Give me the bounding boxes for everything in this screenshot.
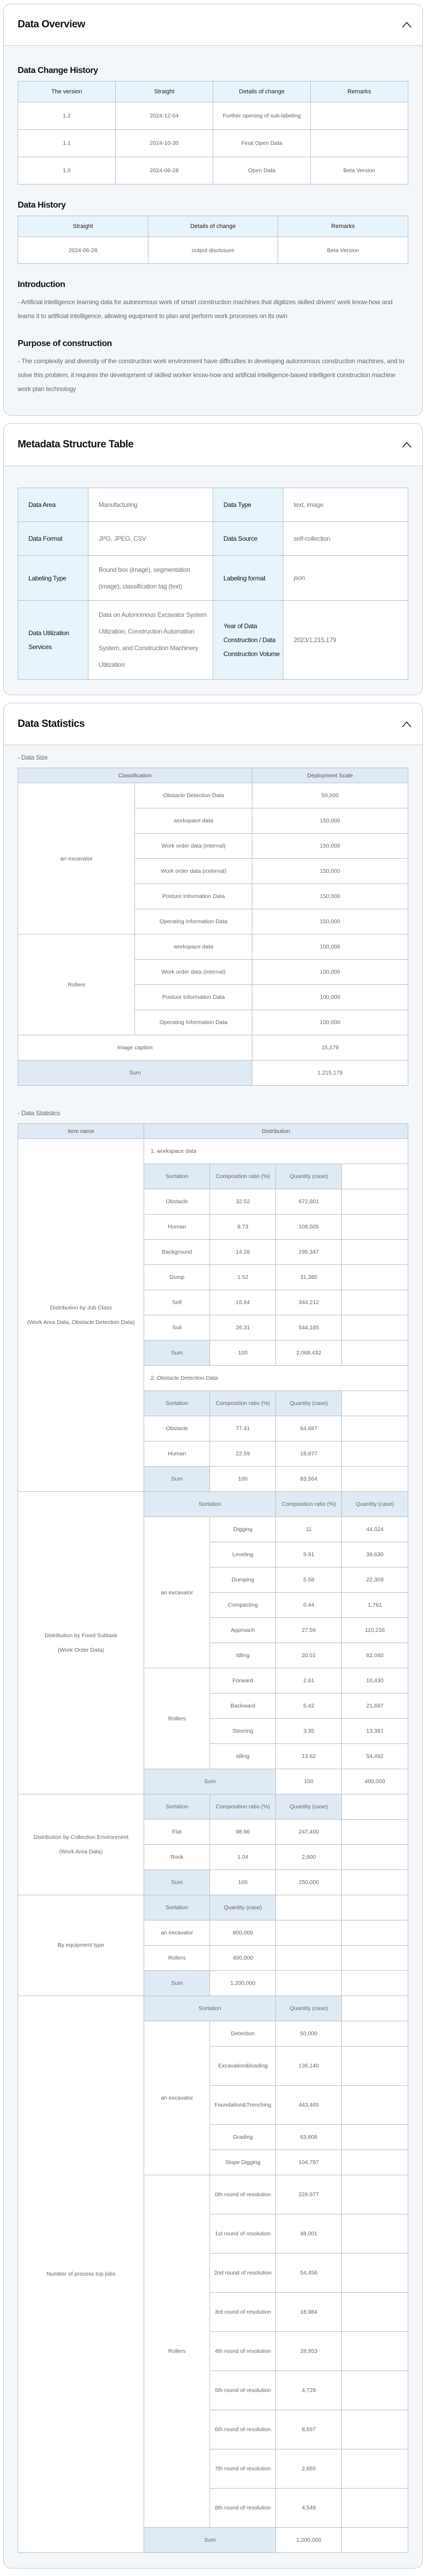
cell: 8,697	[276, 2410, 342, 2449]
cell: output disclosure	[148, 237, 278, 264]
cell	[342, 1794, 408, 1820]
group-label: Rollers	[144, 1668, 210, 1769]
table-row	[18, 934, 408, 960]
section-heading: Purpose of construction	[18, 339, 112, 348]
cell: 544,185	[276, 1315, 342, 1341]
cell: 54,456	[276, 2254, 342, 2293]
field-value: Manufacturing	[88, 488, 213, 522]
field-label: Data Type	[213, 488, 283, 522]
cell	[342, 2449, 408, 2489]
cell	[342, 2047, 408, 2086]
cell	[342, 1240, 408, 1265]
panel-title: Metadata Structure Table	[18, 439, 133, 450]
cell: 5.42	[276, 1694, 342, 1719]
cell: Work order data (external)	[135, 859, 252, 884]
panel-title: Data Overview	[18, 19, 85, 30]
cell	[342, 2489, 408, 2528]
cell: 1.2	[18, 102, 116, 130]
cell: Posture Information Data	[135, 884, 252, 909]
cell: Obstacle	[144, 1189, 210, 1215]
column-header: Distribution	[144, 1124, 408, 1139]
data-overview-header[interactable]	[4, 4, 422, 46]
sum-value: 100	[276, 1769, 342, 1794]
field-label: Labeling Type	[18, 556, 88, 601]
cell	[342, 1971, 408, 1996]
cell	[342, 2410, 408, 2449]
cell	[342, 2086, 408, 2125]
cell: Excavation&loading	[210, 2047, 276, 2086]
cell: Dump	[144, 1265, 210, 1290]
cell	[342, 2293, 408, 2332]
cell: workspace data	[135, 934, 252, 960]
table-row	[18, 783, 408, 808]
cell: 108,505	[276, 1215, 342, 1240]
cell: 2024-12-04	[116, 102, 213, 130]
cell: 1st round of resolution	[210, 2214, 276, 2254]
group-label: Rollers	[144, 2175, 210, 2528]
cell: Obstacle Detection Data	[135, 783, 252, 808]
cell: 20.51	[276, 1643, 342, 1668]
field-label: Data Utilization Services	[18, 601, 88, 680]
sub-header: Composition ratio (%)	[276, 1492, 342, 1517]
cell: 150,000	[252, 909, 408, 934]
table-row	[18, 556, 408, 601]
cell: Rollers	[144, 1946, 210, 1971]
cell	[342, 1870, 408, 1895]
subsection-title: 2. Obstacle Detection Data	[144, 1366, 408, 1391]
cell: 50,000	[252, 783, 408, 808]
cell	[342, 2371, 408, 2410]
field-value: 2023/1,215,179	[283, 601, 408, 680]
sum-value: 100	[210, 1467, 276, 1492]
cell: 14.28	[210, 1240, 276, 1265]
cell: 13,381	[342, 1719, 408, 1744]
column-header: The version	[18, 82, 116, 102]
cell	[342, 1416, 408, 1441]
sub-header: Sortation	[144, 1164, 210, 1189]
group-label: an excavator	[144, 2021, 210, 2175]
cell	[342, 1895, 408, 1920]
item-name-line: (Work Area Data)	[59, 1848, 103, 1855]
item-name	[18, 1492, 144, 1794]
data-statistics-label: - Data Statistics	[18, 1109, 60, 1117]
cell: 5th round of resolution	[210, 2371, 276, 2410]
cell	[342, 2528, 408, 2553]
cell: 31,385	[276, 1265, 342, 1290]
sum-label: Sum	[18, 1061, 252, 1086]
cell: Open Data	[213, 157, 311, 185]
column-header: Deployment Scale	[252, 768, 408, 783]
cell: 150,000	[252, 834, 408, 859]
cell: Operating Information Data	[135, 909, 252, 934]
cell: 295,347	[276, 1240, 342, 1265]
sum-value: 83,564	[276, 1467, 342, 1492]
subsection-title: 1. workspace data	[144, 1139, 408, 1164]
cell: 100,000	[252, 985, 408, 1010]
field-label: Year of Data Construction / Data Construction Volume	[213, 601, 283, 680]
sub-header: Sortation	[144, 1492, 276, 1517]
cell: Operating Information Data	[135, 1010, 252, 1035]
introduction-text: - Artificial intelligence learning data for autonomous work of smart construction machines that digitizes skilled drivers' work know-how and learns it to artificial intelligence, allowing equipment to plan and perform work processes on its own	[18, 298, 393, 320]
cell: Work order data (internal)	[135, 960, 252, 985]
cell: 4,548	[276, 2489, 342, 2528]
table-row	[18, 1895, 408, 1920]
data-statistics-table	[18, 1123, 408, 2553]
cell: 27.56	[276, 1618, 342, 1643]
field-value: json	[283, 556, 408, 601]
cell: Flat	[144, 1820, 210, 1845]
cell	[342, 1265, 408, 1290]
sum-value: 250,000	[276, 1870, 342, 1895]
data-size-table	[18, 768, 408, 1086]
purpose-text: - The complexity and diversity of the construction work environment have difficulties in developing autonomous construction machines, and to solve this problem, it requires the development of skilled worker know-how and artificial intelligence-based intelligent construction machine work plan technology	[18, 357, 405, 393]
cell: 2,655	[276, 2449, 342, 2489]
cell: Self	[144, 1290, 210, 1315]
cell	[342, 2254, 408, 2293]
metadata-header[interactable]	[4, 424, 422, 466]
cell: 2024-06-28	[18, 237, 148, 264]
cell: 100,000	[252, 934, 408, 960]
cell: workspace data	[135, 808, 252, 834]
cell: Human	[144, 1215, 210, 1240]
cell	[342, 2021, 408, 2047]
cell	[342, 1920, 408, 1946]
cell: 800,000	[210, 1920, 276, 1946]
cell: 63,608	[276, 2125, 342, 2150]
cell: 400,000	[210, 1946, 276, 1971]
cell: 13.62	[276, 1744, 342, 1769]
cell	[342, 1341, 408, 1366]
sub-header: Quantity (case)	[210, 1895, 276, 1920]
sum-label: Sum	[144, 2528, 276, 2553]
sub-header: Quantity (case)	[276, 1794, 342, 1820]
cell: 48,001	[276, 2214, 342, 2254]
cell: 21,697	[342, 1694, 408, 1719]
group-label: Rollers	[18, 934, 135, 1035]
cell	[342, 2125, 408, 2150]
cell: 150,000	[252, 808, 408, 834]
item-name-line: Distribution by Job Class	[50, 1304, 112, 1311]
metadata-panel	[3, 423, 423, 695]
panel-title: Data Statistics	[18, 718, 85, 730]
item-name	[18, 1139, 144, 1492]
cell: Forward	[210, 1668, 276, 1694]
cell: 16.64	[210, 1290, 276, 1315]
field-value: JPG, JPEG, CSV	[88, 522, 213, 556]
sub-header: Sortation	[144, 1996, 276, 2021]
cell: 39,630	[342, 1542, 408, 1567]
item-name	[18, 1794, 144, 1895]
cell: 1.1	[18, 130, 116, 157]
column-header: Straight	[18, 216, 148, 237]
sub-header: Composition ratio (%)	[210, 1391, 276, 1416]
cell: Image caption	[18, 1035, 252, 1061]
cell: 344,212	[276, 1290, 342, 1315]
sum-value: 1,215,179	[252, 1061, 408, 1086]
field-value: self-collection	[283, 522, 408, 556]
cell	[342, 1290, 408, 1315]
cell: Posture Information Data	[135, 985, 252, 1010]
cell: 672,801	[276, 1189, 342, 1215]
table-row	[18, 1139, 408, 1164]
cell: 98.96	[210, 1820, 276, 1845]
column-header: Straight	[116, 82, 213, 102]
sum-label: Sum	[144, 1971, 210, 1996]
cell	[342, 2175, 408, 2214]
cell: Detection	[210, 2021, 276, 2047]
sum-label: Sum	[144, 1467, 210, 1492]
column-header: Details of change	[148, 216, 278, 237]
sum-value: 400,000	[342, 1769, 408, 1794]
cell: 18,877	[276, 1441, 342, 1467]
cell: 150,000	[252, 884, 408, 909]
cell	[342, 1189, 408, 1215]
cell	[342, 1946, 408, 1971]
cell: 100,000	[252, 1010, 408, 1035]
cell: Compacting	[210, 1593, 276, 1618]
cell: 6th round of resolution	[210, 2410, 276, 2449]
cell: 1,761	[342, 1593, 408, 1618]
cell	[276, 1946, 342, 1971]
cell: 138,140	[276, 2047, 342, 2086]
cell: 104,787	[276, 2150, 342, 2175]
table-row	[18, 1492, 408, 1517]
sum-value: 100	[210, 1341, 276, 1366]
cell	[311, 130, 408, 157]
cell	[342, 1164, 408, 1189]
cell: 22.59	[210, 1441, 276, 1467]
table-row	[18, 488, 408, 522]
section-heading: Introduction	[18, 280, 65, 289]
cell: 4,729	[276, 2371, 342, 2410]
cell: 28,953	[276, 2332, 342, 2371]
sum-value: 2,068,432	[276, 1341, 342, 1366]
sub-header: Quantity (case)	[276, 1164, 342, 1189]
sub-header: Quantity (case)	[276, 1996, 342, 2021]
cell: 150,000	[252, 859, 408, 884]
table-row	[18, 601, 408, 680]
cell	[342, 1391, 408, 1416]
field-value: Data on Autonomous Excavator System Utilization, Construction Automation System, and Construction Machinery Utilization	[88, 601, 213, 680]
cell: 247,400	[276, 1820, 342, 1845]
cell: 1.04	[210, 1845, 276, 1870]
cell	[311, 102, 408, 130]
data-size-label: - Data Size	[18, 754, 48, 761]
data-overview-panel	[3, 4, 423, 416]
column-header: Classification	[18, 768, 252, 783]
cell: 2,600	[276, 1845, 342, 1870]
sum-value: 100	[210, 1870, 276, 1895]
cell: Beta Version	[278, 237, 408, 264]
cell: Background	[144, 1240, 210, 1265]
cell: 443,465	[276, 2086, 342, 2125]
sum-value: 1,200,000	[210, 1971, 276, 1996]
cell	[342, 1820, 408, 1845]
cell: 1.52	[210, 1265, 276, 1290]
table-row	[18, 1061, 408, 1086]
field-label: Data Area	[18, 488, 88, 522]
cell: 26.31	[210, 1315, 276, 1341]
data-statistics-header[interactable]	[4, 703, 422, 745]
cell: Foundation&Trenching	[210, 2086, 276, 2125]
cell	[342, 1441, 408, 1467]
item-name-line: Distribution by Collection Environment	[33, 1834, 129, 1841]
cell: 5.58	[276, 1567, 342, 1593]
cell: 2.61	[276, 1668, 342, 1694]
cell: Rock	[144, 1845, 210, 1870]
cell: Human	[144, 1441, 210, 1467]
cell: Beta Version	[311, 157, 408, 185]
cell: 3.35	[276, 1719, 342, 1744]
cell: 15,179	[252, 1035, 408, 1061]
cell	[276, 1895, 342, 1920]
sum-label: Sum	[144, 1870, 210, 1895]
cell: 8th round of resolution	[210, 2489, 276, 2528]
data-statistics-panel	[3, 703, 423, 2568]
item-name: By equipment type	[18, 1895, 144, 1996]
field-value: Bound box (image), segmentation (image), classification tag (text)	[88, 556, 213, 601]
cell: 2nd round of resolution	[210, 2254, 276, 2293]
table-row	[18, 157, 408, 185]
cell: 100,000	[252, 960, 408, 985]
cell: 11	[276, 1517, 342, 1542]
group-label: an excavator	[144, 1517, 210, 1668]
cell	[342, 2214, 408, 2254]
cell	[342, 1996, 408, 2021]
cell: 44,024	[342, 1517, 408, 1542]
cell: Slope Digging	[210, 2150, 276, 2175]
metadata-table	[18, 488, 408, 680]
cell: 3rd round of resolution	[210, 2293, 276, 2332]
cell: 54,492	[342, 1744, 408, 1769]
field-label: Data Source	[213, 522, 283, 556]
cell	[342, 2332, 408, 2371]
chevron-up-icon[interactable]	[401, 19, 413, 31]
group-label: an excavator	[18, 783, 135, 934]
sub-header: Sortation	[144, 1895, 210, 1920]
table-row	[18, 1996, 408, 2021]
cell: Leveling	[210, 1542, 276, 1567]
cell: 64,687	[276, 1416, 342, 1441]
field-label: Labeling format	[213, 556, 283, 601]
section-heading: Data Change History	[18, 66, 98, 75]
cell: Digging	[210, 1517, 276, 1542]
table-row	[18, 237, 408, 264]
table-row	[18, 522, 408, 556]
cell: 77.41	[210, 1416, 276, 1441]
cell	[342, 1845, 408, 1870]
cell: 110,236	[342, 1618, 408, 1643]
cell: 1.0	[18, 157, 116, 185]
cell: 32.52	[210, 1189, 276, 1215]
cell: 0th round of resolution	[210, 2175, 276, 2214]
table-row	[18, 1794, 408, 1820]
sub-header: Quantity (case)	[342, 1492, 408, 1517]
sub-header: Sortation	[144, 1794, 210, 1820]
cell: 0.44	[276, 1593, 342, 1618]
table-row	[18, 1035, 408, 1061]
cell: Idling	[210, 1643, 276, 1668]
cell	[342, 1467, 408, 1492]
column-header: Item name	[18, 1124, 144, 1139]
cell: 7th round of resolution	[210, 2449, 276, 2489]
cell	[276, 1920, 342, 1946]
section-heading: Data History	[18, 201, 66, 210]
chevron-up-icon[interactable]	[401, 718, 413, 730]
item-name-line: Distribution by Fixed Subtask	[44, 1632, 118, 1639]
cell: 4th round of resolution	[210, 2332, 276, 2371]
item-name: Number of process top jobs	[18, 1996, 144, 2553]
sum-value: 1,200,000	[276, 2528, 342, 2553]
cell: 228,977	[276, 2175, 342, 2214]
table-row	[18, 102, 408, 130]
cell: Steering	[210, 1719, 276, 1744]
cell: 8.73	[210, 1215, 276, 1240]
cell	[342, 1215, 408, 1240]
cell: 50,000	[276, 2021, 342, 2047]
cell: 82,040	[342, 1643, 408, 1668]
cell: 9.91	[276, 1542, 342, 1567]
cell: 2024-10-30	[116, 130, 213, 157]
sub-header: Sortation	[144, 1391, 210, 1416]
column-header: Remarks	[311, 82, 408, 102]
sub-header: Composition ratio (%)	[210, 1794, 276, 1820]
field-label: Data Format	[18, 522, 88, 556]
cell: 2024-06-28	[116, 157, 213, 185]
cell: 18,984	[276, 2293, 342, 2332]
cell: Backward	[210, 1694, 276, 1719]
cell: 10,430	[342, 1668, 408, 1694]
cell: Grading	[210, 2125, 276, 2150]
item-name-line: (Work Area Data, Obstacle Detection Data)	[27, 1319, 135, 1326]
table-row	[18, 130, 408, 157]
change-history-table	[18, 81, 408, 185]
column-header: Remarks	[278, 216, 408, 237]
cell: Dumping	[210, 1567, 276, 1593]
chevron-up-icon[interactable]	[401, 439, 413, 451]
cell: Final Open Data	[213, 130, 311, 157]
field-value: text, image	[283, 488, 408, 522]
cell: Work order data (internal)	[135, 834, 252, 859]
sum-label: Sum	[144, 1769, 276, 1794]
cell	[342, 1315, 408, 1341]
cell: Approach	[210, 1618, 276, 1643]
cell: 22,309	[342, 1567, 408, 1593]
cell: Obstacle	[144, 1416, 210, 1441]
sub-header: Composition ratio (%)	[210, 1164, 276, 1189]
data-history-table	[18, 216, 408, 264]
sum-label: Sum	[144, 1341, 210, 1366]
sub-header: Quantity (case)	[276, 1391, 342, 1416]
cell	[342, 2150, 408, 2175]
cell: Soil	[144, 1315, 210, 1341]
cell: idling	[210, 1744, 276, 1769]
item-name-line: (Work Order Data)	[57, 1646, 104, 1653]
cell	[276, 1971, 342, 1996]
cell: an excavator	[144, 1920, 210, 1946]
cell: Further opening of sub-labeling	[213, 102, 311, 130]
column-header: Details of change	[213, 82, 311, 102]
